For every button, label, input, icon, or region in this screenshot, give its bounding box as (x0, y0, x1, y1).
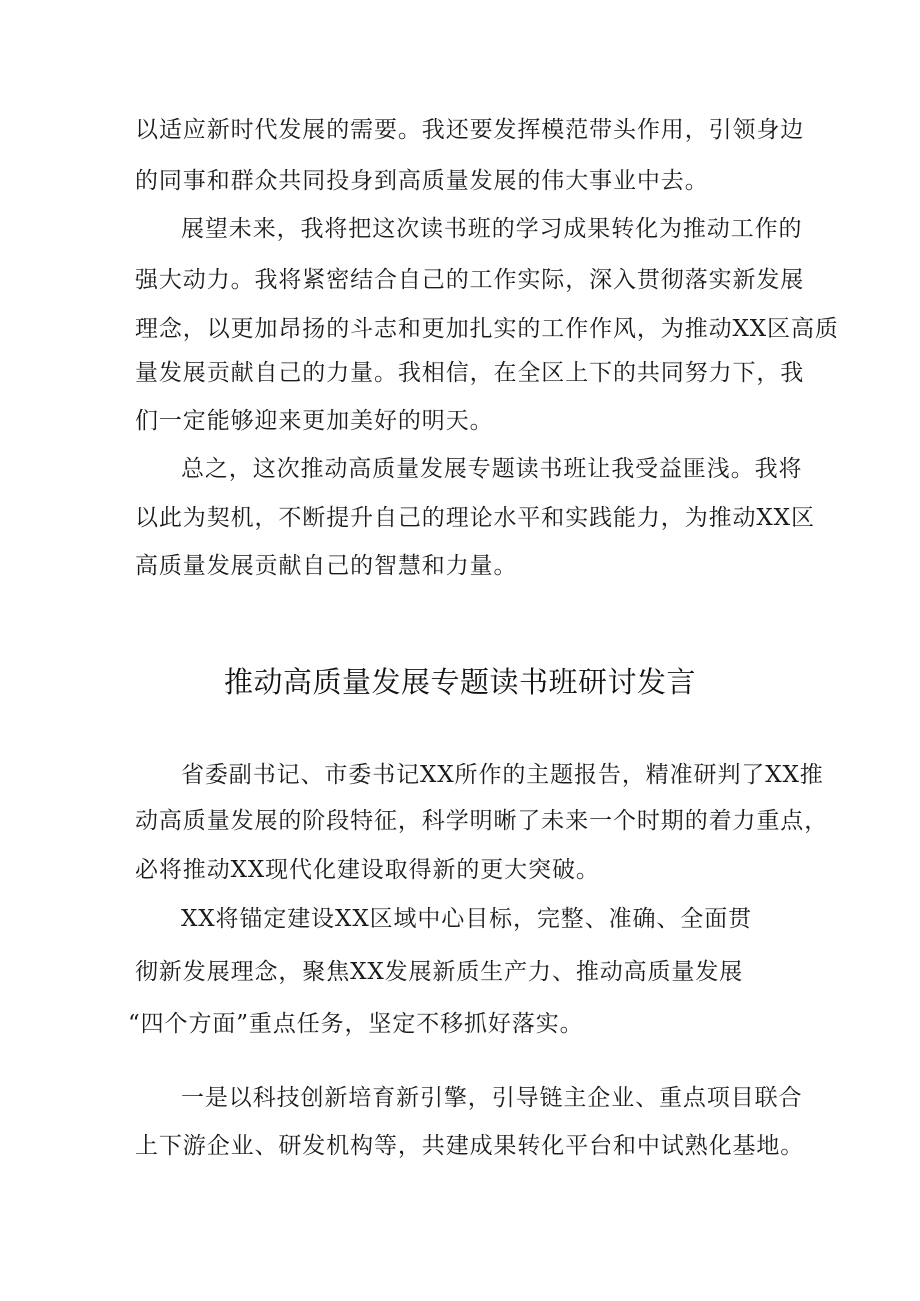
paragraph-line: 彻新发展理念，聚焦XX发展新质生产力、推动高质量发展 (135, 959, 744, 985)
paragraph-line: XX将锚定建设XX区域中心目标，完整、准确、全面贯 (181, 906, 752, 932)
paragraph-line: “四个方面”重点任务，坚定不移抓好落实。 (128, 1011, 584, 1037)
paragraph-line: 展望未来，我将把这次读书班的学习成果转化为推动工作的 (181, 216, 803, 242)
paragraph-line: 以适应新时代发展的需要。我还要发挥模范带头作用，引领身边 (135, 117, 805, 143)
paragraph-line: 强大动力。我将紧密结合自己的工作实际，深入贯彻落实新发展 (135, 267, 805, 293)
paragraph-line: 们一定能够迎来更加美好的明天。 (135, 408, 494, 434)
paragraph-line: 以此为契机，不断提升自己的理论水平和实践能力，为推动XX区 (135, 505, 815, 531)
paragraph-line: 高质量发展贡献自己的智慧和力量。 (135, 553, 518, 579)
paragraph-line: 一是以科技创新培育新引擎，引导链主企业、重点项目联合 (181, 1085, 803, 1111)
paragraph-line: 总之，这次推动高质量发展专题读书班让我受益匪浅。我将 (181, 456, 803, 482)
paragraph-line: 理念，以更加昂扬的斗志和更加扎实的工作作风，为推动XX区高质 (135, 316, 839, 342)
paragraph-line: 省委副书记、市委书记XX所作的主题报告，精准研判了XX推 (181, 762, 824, 788)
paragraph-line: 上下游企业、研发机构等，共建成果转化平台和中试熟化基地。 (135, 1133, 805, 1159)
paragraph-line: 动高质量发展的阶段特征，科学明晰了未来一个时期的着力重点， (135, 808, 829, 834)
paragraph-line: 的同事和群众共同投身到高质量发展的伟大事业中去。 (135, 168, 709, 194)
paragraph-line: 必将推动XX现代化建设取得新的更大突破。 (135, 857, 600, 883)
paragraph-line: 量发展贡献自己的力量。我相信，在全区上下的共同努力下，我 (135, 360, 805, 386)
document-title: 推动高质量发展专题读书班研讨发言 (223, 665, 696, 699)
